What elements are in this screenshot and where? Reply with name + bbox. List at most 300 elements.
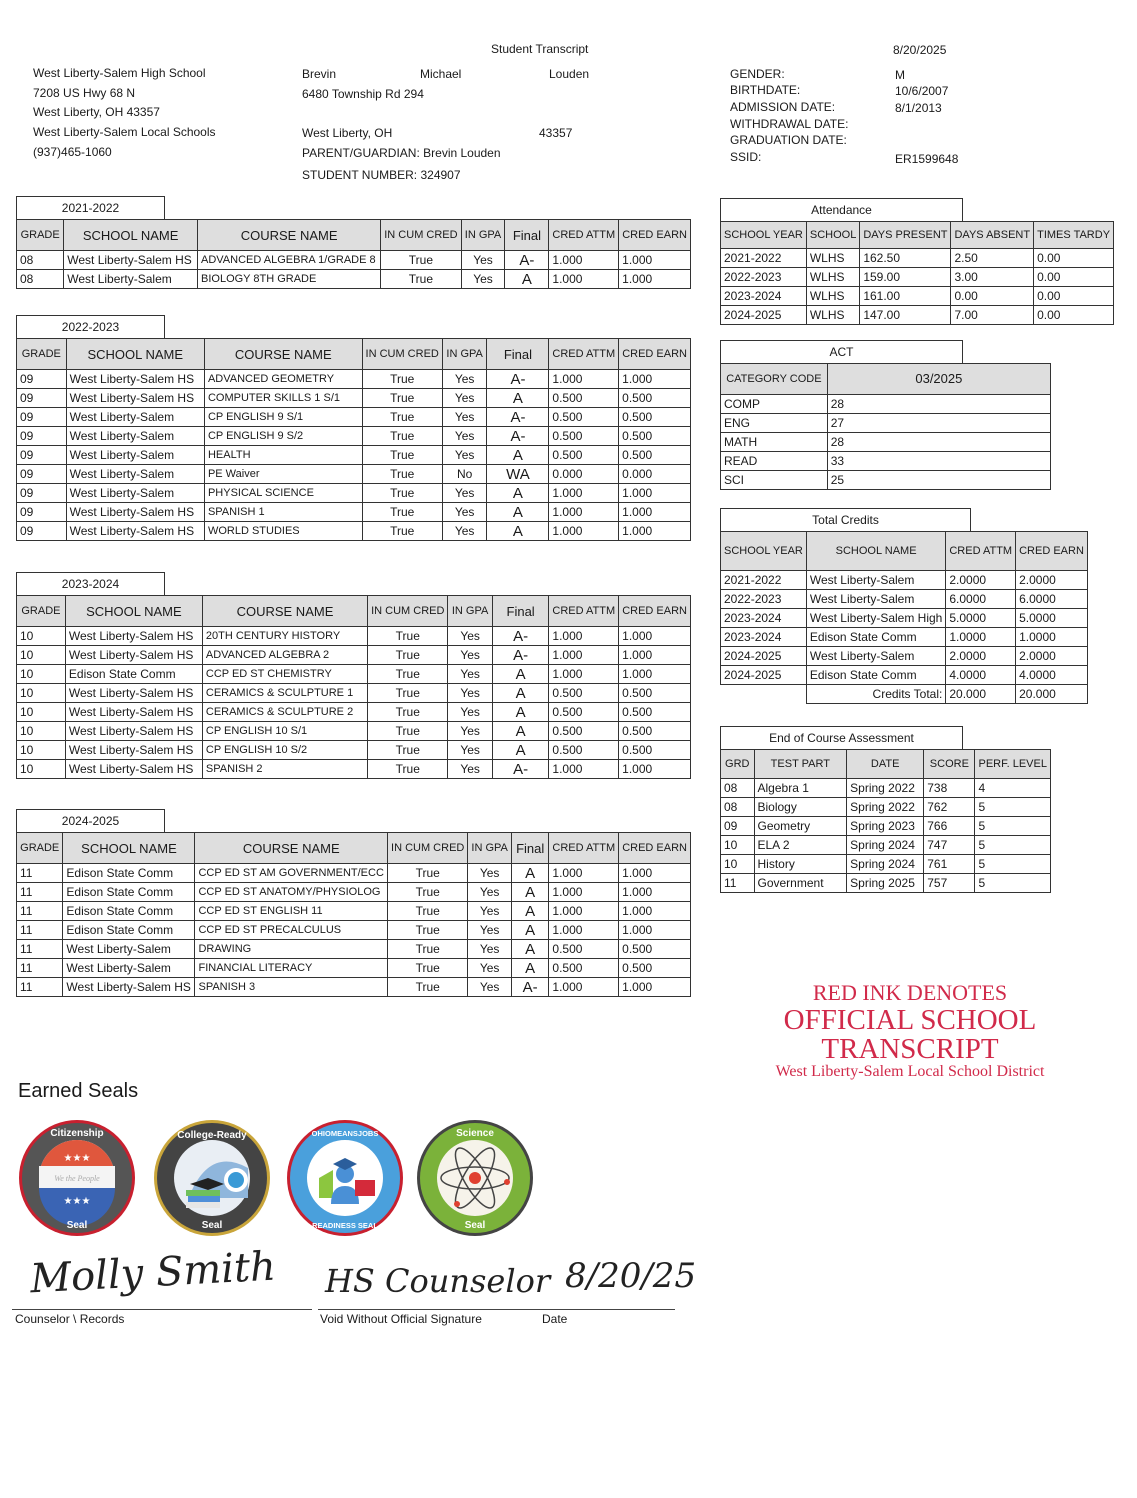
- demographic-label: GENDER:: [730, 67, 785, 81]
- course-row: [17, 370, 691, 389]
- total_credits-cell: 5.0000: [946, 609, 1016, 628]
- course-table-header: [17, 833, 691, 864]
- course-name: HEALTH: [204, 446, 362, 465]
- in-gpa: Yes: [468, 864, 512, 883]
- grade: 10: [17, 627, 66, 646]
- act-header-row: [721, 364, 1051, 395]
- void-label: Void Without Official Signature: [320, 1312, 482, 1326]
- course-table-header: [17, 220, 691, 251]
- school-name: West Liberty-Salem HS: [65, 646, 202, 665]
- act-row: [721, 471, 1051, 490]
- act-cell: SCI: [721, 471, 828, 490]
- course-row: [17, 902, 691, 921]
- column-header: DAYS ABSENT: [951, 222, 1034, 249]
- attendance-cell: WLHS: [806, 268, 859, 287]
- total_credits-cell: 2.0000: [946, 647, 1016, 666]
- cred-attm: 1.000: [549, 484, 619, 503]
- school-name: Edison State Comm: [63, 883, 195, 902]
- in-gpa: Yes: [468, 921, 512, 940]
- column-header: GRADE: [17, 220, 64, 251]
- total_credits-cell: 2024-2025: [721, 666, 807, 685]
- course-row: [17, 940, 691, 959]
- course-name: SPANISH 2: [202, 760, 367, 779]
- course-row: [17, 703, 691, 722]
- school-name: West Liberty-Salem: [66, 446, 204, 465]
- guardian-name: Brevin Louden: [423, 146, 501, 160]
- eoc-title: End of Course Assessment: [720, 726, 963, 749]
- cred-earn: 1.000: [619, 760, 691, 779]
- grade: 11: [17, 921, 63, 940]
- school-name: Edison State Comm: [63, 864, 195, 883]
- final-grade: A: [492, 684, 549, 703]
- total_credits-row: [721, 609, 1088, 628]
- guardian-label: PARENT/GUARDIAN:: [302, 146, 420, 160]
- column-header: CRED ATTM: [549, 596, 619, 627]
- total_credits-row: [721, 666, 1088, 685]
- course-name: COMPUTER SKILLS 1 S/1: [204, 389, 362, 408]
- final-grade: A: [487, 446, 549, 465]
- eoc-cell: 08: [721, 798, 755, 817]
- column-header: CRED EARN: [619, 596, 691, 627]
- column-header: 03/2025: [827, 364, 1050, 395]
- course-row: [17, 251, 691, 270]
- attendance-cell: 7.00: [951, 306, 1034, 325]
- course-name: CCP ED ST CHEMISTRY: [202, 665, 367, 684]
- grade: 10: [17, 722, 66, 741]
- in-gpa: Yes: [448, 703, 492, 722]
- course-name: SPANISH 3: [195, 978, 388, 997]
- final-grade: A-: [487, 370, 549, 389]
- cred-earn: 1.000: [619, 251, 691, 270]
- cred-attm: 1.000: [549, 921, 619, 940]
- grade: 09: [17, 522, 67, 541]
- school-name: West Liberty-Salem: [63, 940, 195, 959]
- grade: 10: [17, 741, 66, 760]
- column-header: SCHOOL YEAR: [721, 532, 807, 571]
- student-city-state: West Liberty, OH: [302, 126, 393, 140]
- counselor-signature: Molly Smith: [28, 1243, 277, 1303]
- school-name: Edison State Comm: [65, 665, 202, 684]
- attendance-row: [721, 287, 1114, 306]
- in-cum-cred: True: [368, 722, 448, 741]
- grade: 08: [17, 270, 64, 289]
- course-row: [17, 408, 691, 427]
- school-name: West Liberty-Salem HS: [66, 370, 204, 389]
- signer-title-handwritten: HS Counselor: [325, 1262, 551, 1300]
- column-header: SCHOOL NAME: [806, 532, 946, 571]
- final-grade: A: [511, 921, 548, 940]
- eoc-cell: Spring 2025: [847, 874, 924, 893]
- document-title: Student Transcript: [491, 42, 589, 56]
- eoc-cell: 5: [975, 855, 1051, 874]
- act-table: [720, 363, 1051, 490]
- course-row: [17, 270, 691, 289]
- school-name: West Liberty-Salem HS: [65, 684, 202, 703]
- cred-earn: 1.000: [619, 503, 691, 522]
- column-header: PERF. LEVEL: [975, 750, 1051, 779]
- svg-text:Science: Science: [456, 1128, 494, 1139]
- cred-attm: 0.500: [549, 959, 619, 978]
- citizenship-seal: [17, 1118, 137, 1238]
- svg-text:OHIOMEANSJOBS: OHIOMEANSJOBS: [311, 1129, 379, 1138]
- course-name: FINANCIAL LITERACY: [195, 959, 388, 978]
- in-gpa: Yes: [448, 665, 492, 684]
- school-name: West Liberty-Salem HS: [65, 760, 202, 779]
- in-gpa: Yes: [442, 408, 487, 427]
- eoc-cell: 757: [924, 874, 975, 893]
- total_credits-row: [721, 590, 1088, 609]
- total_credits-cell: 1.0000: [946, 628, 1016, 647]
- student-street: 6480 Township Rd 294: [302, 87, 424, 101]
- in-gpa: Yes: [448, 684, 492, 703]
- in-cum-cred: True: [368, 760, 448, 779]
- column-header: SCHOOL NAME: [64, 220, 198, 251]
- eoc-cell: 4: [975, 779, 1051, 798]
- course-name: CCP ED ST PRECALCULUS: [195, 921, 388, 940]
- counselor-signature-line: [12, 1309, 312, 1310]
- demographic-label: SSID:: [730, 150, 762, 164]
- cred-attm: 1.000: [549, 270, 619, 289]
- in-gpa: Yes: [448, 646, 492, 665]
- course-name: WORLD STUDIES: [204, 522, 362, 541]
- cred-earn: 0.500: [619, 703, 691, 722]
- course-table-2021-2022: [16, 219, 691, 289]
- in-cum-cred: True: [381, 251, 461, 270]
- course-name: CP ENGLISH 10 S/1: [202, 722, 367, 741]
- ohiomeansjobs-seal: [285, 1118, 405, 1238]
- act-row: [721, 452, 1051, 471]
- svg-text:We the People: We the People: [54, 1174, 100, 1183]
- blank-cell: [721, 685, 807, 704]
- column-header: Final: [505, 220, 549, 251]
- course-row: [17, 741, 691, 760]
- act-cell: MATH: [721, 433, 828, 452]
- school-phone: (937)465-1060: [33, 145, 112, 159]
- total_credits-cell: West Liberty-Salem High: [806, 609, 946, 628]
- total_credits-cell: 6.0000: [1016, 590, 1088, 609]
- svg-text:★★★: ★★★: [63, 1153, 91, 1164]
- demographic-label: WITHDRAWAL DATE:: [730, 117, 849, 131]
- in-cum-cred: True: [362, 408, 442, 427]
- attendance-cell: 0.00: [1034, 268, 1114, 287]
- cred-attm: 0.500: [549, 703, 619, 722]
- school-name: West Liberty-Salem: [66, 427, 204, 446]
- course-row: [17, 522, 691, 541]
- attendance-row: [721, 249, 1114, 268]
- science-seal: [415, 1118, 535, 1238]
- column-header: CATEGORY CODE: [721, 364, 828, 395]
- course-row: [17, 627, 691, 646]
- in-cum-cred: True: [388, 940, 468, 959]
- column-header: TEST PART: [754, 750, 847, 779]
- eoc-cell: 10: [721, 855, 755, 874]
- final-grade: A-: [492, 627, 549, 646]
- total_credits-cell: 2023-2024: [721, 628, 807, 647]
- course-name: CCP ED ST ANATOMY/PHYSIOLOG: [195, 883, 388, 902]
- cred-attm: 0.500: [549, 427, 619, 446]
- grade: 10: [17, 760, 66, 779]
- grade: 11: [17, 883, 63, 902]
- total_credits-row: [721, 647, 1088, 666]
- in-cum-cred: True: [362, 427, 442, 446]
- total_credits-cell: 2.0000: [946, 571, 1016, 590]
- cred-attm: 0.500: [549, 940, 619, 959]
- in-cum-cred: True: [388, 978, 468, 997]
- column-header: GRADE: [17, 596, 66, 627]
- act-title: ACT: [720, 340, 963, 363]
- attendance-cell: 2021-2022: [721, 249, 807, 268]
- act-row: [721, 433, 1051, 452]
- cred-earn: 0.500: [619, 408, 691, 427]
- final-grade: A: [487, 522, 549, 541]
- column-header: IN GPA: [448, 596, 492, 627]
- course-row: [17, 646, 691, 665]
- course-row: [17, 427, 691, 446]
- school-name: West Liberty-Salem HS: [65, 741, 202, 760]
- act-row: [721, 395, 1051, 414]
- in-gpa: Yes: [442, 446, 487, 465]
- grade: 09: [17, 484, 67, 503]
- school-year-label: 2021-2022: [16, 196, 165, 219]
- school-year-label: 2023-2024: [16, 572, 165, 595]
- course-name: CERAMICS & SCULPTURE 1: [202, 684, 367, 703]
- eoc-header-row: [721, 750, 1051, 779]
- cred-earn: 0.500: [619, 389, 691, 408]
- column-header: CRED ATTM: [946, 532, 1016, 571]
- act-cell: COMP: [721, 395, 828, 414]
- cred-earn: 1.000: [619, 921, 691, 940]
- in-cum-cred: True: [381, 270, 461, 289]
- in-gpa: Yes: [468, 978, 512, 997]
- in-cum-cred: True: [388, 902, 468, 921]
- cred-earn: 1.000: [619, 627, 691, 646]
- cred-attm: 0.500: [549, 684, 619, 703]
- total_credits-row: [721, 628, 1088, 647]
- in-cum-cred: True: [362, 389, 442, 408]
- total_credits-cell: West Liberty-Salem: [806, 571, 946, 590]
- svg-text:Citizenship: Citizenship: [50, 1128, 104, 1139]
- cred-attm: 1.000: [549, 646, 619, 665]
- grade: 10: [17, 646, 66, 665]
- stamp-line-4: West Liberty-Salem Local School District: [775, 1063, 1045, 1080]
- school-name: West Liberty-Salem HS: [66, 503, 204, 522]
- cred-attm: 1.000: [549, 902, 619, 921]
- attendance-header-row: [721, 222, 1114, 249]
- official-signature-line: [318, 1309, 540, 1310]
- grade: 09: [17, 446, 67, 465]
- in-gpa: Yes: [442, 370, 487, 389]
- act-cell: READ: [721, 452, 828, 471]
- in-gpa: Yes: [468, 902, 512, 921]
- final-grade: A: [492, 741, 549, 760]
- in-cum-cred: True: [368, 703, 448, 722]
- eoc-cell: 738: [924, 779, 975, 798]
- cred-earn: 0.500: [619, 959, 691, 978]
- course-row: [17, 978, 691, 997]
- column-header: CRED ATTM: [549, 339, 619, 370]
- final-grade: A: [492, 722, 549, 741]
- cred-earn: 0.500: [619, 427, 691, 446]
- final-grade: A: [487, 389, 549, 408]
- svg-text:Seal: Seal: [66, 1220, 88, 1231]
- svg-text:College-Ready: College-Ready: [177, 1130, 247, 1141]
- cred-attm: 0.000: [549, 465, 619, 484]
- in-gpa: Yes: [468, 959, 512, 978]
- attendance-cell: 147.00: [860, 306, 951, 325]
- attendance-cell: 0.00: [1034, 249, 1114, 268]
- final-grade: A-: [492, 646, 549, 665]
- course-row: [17, 665, 691, 684]
- credits-total-earn: 20.000: [1016, 685, 1088, 704]
- course-name: CP ENGLISH 10 S/2: [202, 741, 367, 760]
- course-name: SPANISH 1: [204, 503, 362, 522]
- school-name: West Liberty-Salem HS: [66, 522, 204, 541]
- grade: 10: [17, 684, 66, 703]
- signed-date-handwritten: 8/20/25: [565, 1256, 697, 1296]
- in-gpa: Yes: [468, 940, 512, 959]
- eoc-cell: Spring 2022: [847, 779, 924, 798]
- attendance-cell: WLHS: [806, 249, 859, 268]
- in-gpa: Yes: [442, 503, 487, 522]
- column-header: DAYS PRESENT: [860, 222, 951, 249]
- cred-attm: 1.000: [549, 864, 619, 883]
- svg-text:Seal: Seal: [201, 1220, 223, 1231]
- act-cell: 28: [827, 395, 1050, 414]
- school-district: West Liberty-Salem Local Schools: [33, 125, 216, 139]
- student-zip: 43357: [539, 126, 573, 140]
- cred-attm: 1.000: [549, 883, 619, 902]
- demographic-value: M: [895, 68, 905, 82]
- total_credits-cell: West Liberty-Salem: [806, 647, 946, 666]
- column-header: Final: [511, 833, 548, 864]
- in-gpa: No: [442, 465, 487, 484]
- cred-earn: 1.000: [619, 270, 691, 289]
- final-grade: A-: [487, 408, 549, 427]
- school-address-1: 7208 US Hwy 68 N: [33, 86, 136, 100]
- act-cell: 33: [827, 452, 1050, 471]
- in-cum-cred: True: [368, 741, 448, 760]
- school-name: West Liberty-Salem HS: [63, 978, 195, 997]
- in-cum-cred: True: [362, 465, 442, 484]
- course-row: [17, 722, 691, 741]
- final-grade: A: [511, 940, 548, 959]
- attendance-table: [720, 221, 1114, 325]
- final-grade: A-: [492, 760, 549, 779]
- cred-attm: 1.000: [549, 627, 619, 646]
- demographic-label: GRADUATION DATE:: [730, 133, 847, 147]
- final-grade: A-: [487, 427, 549, 446]
- course-name: ADVANCED GEOMETRY: [204, 370, 362, 389]
- in-gpa: Yes: [461, 251, 505, 270]
- attendance-cell: 159.00: [860, 268, 951, 287]
- in-cum-cred: True: [388, 921, 468, 940]
- total_credits-cell: 2.0000: [1016, 571, 1088, 590]
- grade: 09: [17, 503, 67, 522]
- attendance-cell: 162.50: [860, 249, 951, 268]
- student-last-name: Louden: [549, 67, 590, 81]
- eoc-table: [720, 749, 1051, 893]
- in-cum-cred: True: [368, 627, 448, 646]
- eoc-cell: Spring 2022: [847, 798, 924, 817]
- school-name: Edison State Comm: [63, 902, 195, 921]
- attendance-cell: 2024-2025: [721, 306, 807, 325]
- grade: 08: [17, 251, 64, 270]
- act-cell: 28: [827, 433, 1050, 452]
- total_credits-cell: 5.0000: [1016, 609, 1088, 628]
- column-header: CRED ATTM: [549, 220, 619, 251]
- in-gpa: Yes: [442, 389, 487, 408]
- grade: 09: [17, 370, 67, 389]
- school-year-label: 2022-2023: [16, 315, 165, 338]
- in-cum-cred: True: [388, 959, 468, 978]
- demographic-label: ADMISSION DATE:: [730, 100, 836, 114]
- in-cum-cred: True: [388, 864, 468, 883]
- attendance-cell: 0.00: [951, 287, 1034, 306]
- cred-earn: 0.500: [619, 722, 691, 741]
- credits-total-attm: 20.000: [946, 685, 1016, 704]
- in-cum-cred: True: [362, 484, 442, 503]
- cred-earn: 0.500: [619, 940, 691, 959]
- column-header: GRD: [721, 750, 755, 779]
- attendance-cell: WLHS: [806, 287, 859, 306]
- attendance-row: [721, 268, 1114, 287]
- total_credits-cell: 2.0000: [1016, 647, 1088, 666]
- eoc-cell: Government: [754, 874, 847, 893]
- eoc-row: [721, 855, 1051, 874]
- attendance-cell: WLHS: [806, 306, 859, 325]
- course-table-header: [17, 596, 691, 627]
- grade: 09: [17, 465, 67, 484]
- in-gpa: Yes: [468, 883, 512, 902]
- counselor-records-label: Counselor \ Records: [15, 1312, 125, 1326]
- date-label: Date: [542, 1312, 568, 1326]
- course-name: CP ENGLISH 9 S/2: [204, 427, 362, 446]
- cred-earn: 1.000: [619, 522, 691, 541]
- grade: 11: [17, 902, 63, 921]
- eoc-cell: Algebra 1: [754, 779, 847, 798]
- course-row: [17, 389, 691, 408]
- course-table-2024-2025: [16, 832, 691, 997]
- attendance-cell: 0.00: [1034, 306, 1114, 325]
- student-number-row: [302, 168, 461, 182]
- course-row: [17, 446, 691, 465]
- in-gpa: Yes: [448, 627, 492, 646]
- cred-earn: 1.000: [619, 978, 691, 997]
- grade: 10: [17, 665, 66, 684]
- eoc-cell: 08: [721, 779, 755, 798]
- course-table-2022-2023: [16, 338, 691, 541]
- eoc-cell: 747: [924, 836, 975, 855]
- eoc-row: [721, 779, 1051, 798]
- college-ready-seal: [152, 1118, 272, 1238]
- final-grade: A: [511, 864, 548, 883]
- grade: 09: [17, 427, 67, 446]
- course-row: [17, 484, 691, 503]
- seals-title: Earned Seals: [18, 1080, 139, 1102]
- eoc-cell: 10: [721, 836, 755, 855]
- course-row: [17, 503, 691, 522]
- eoc-cell: Geometry: [754, 817, 847, 836]
- in-gpa: Yes: [442, 484, 487, 503]
- eoc-cell: Biology: [754, 798, 847, 817]
- total_credits-cell: 1.0000: [1016, 628, 1088, 647]
- total-credits-title: Total Credits: [720, 508, 971, 531]
- credits-total-label: Credits Total:: [806, 685, 946, 704]
- in-gpa: Yes: [442, 522, 487, 541]
- course-name: CCP ED ST ENGLISH 11: [195, 902, 388, 921]
- cred-earn: 0.500: [619, 446, 691, 465]
- course-row: [17, 883, 691, 902]
